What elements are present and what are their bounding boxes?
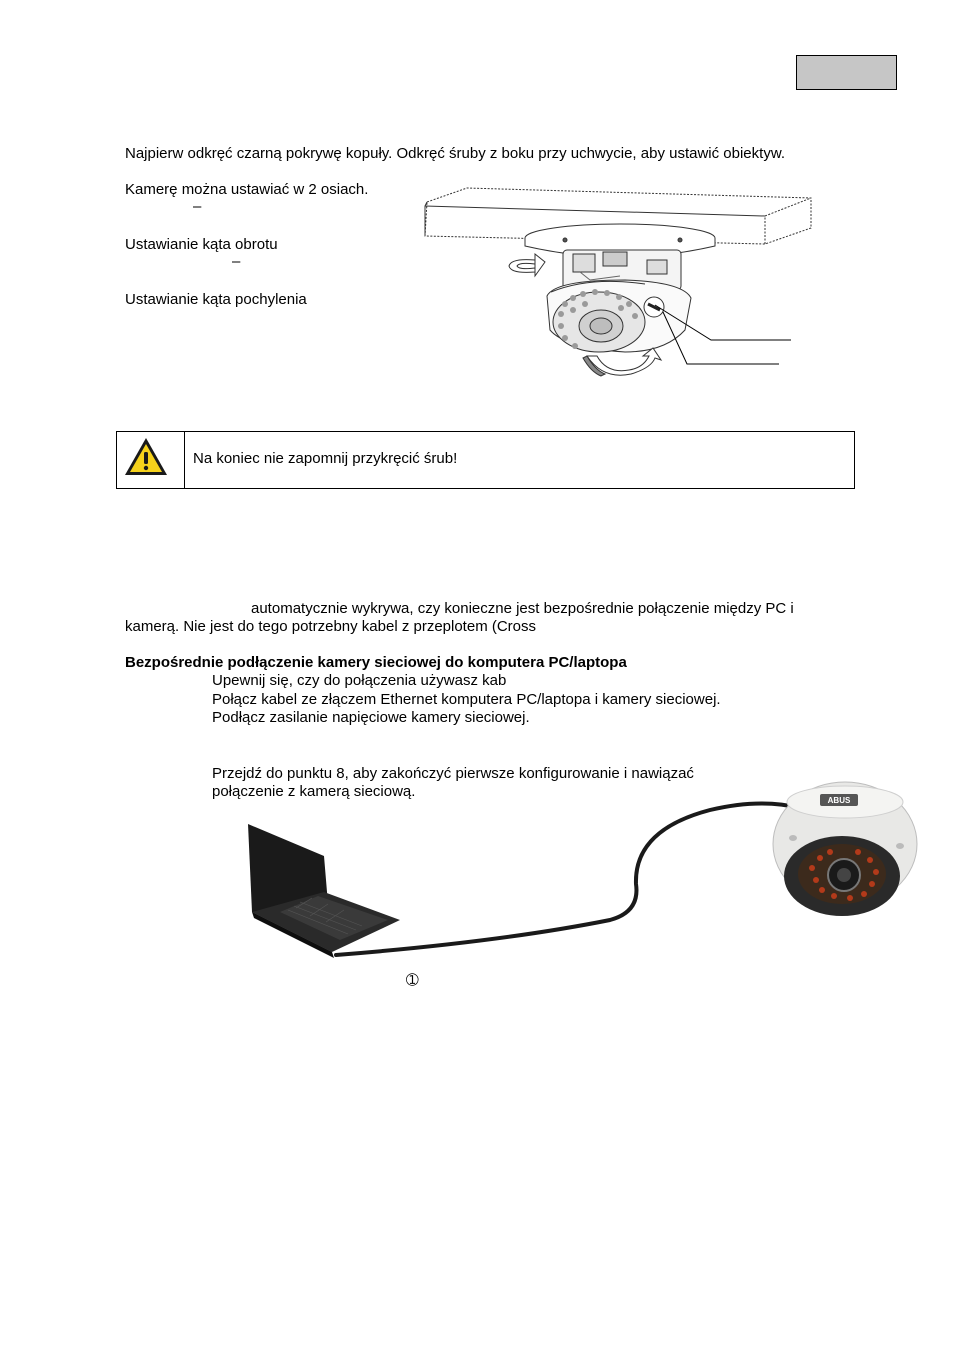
dome-camera-icon (773, 782, 917, 916)
warning-separator (184, 432, 185, 488)
ethernet-cable (336, 803, 800, 955)
dome-body (547, 280, 691, 352)
axes-dash: – (193, 198, 202, 215)
step-2-text: Połącz kabel ze złączem Ethernet komputera PC/laptopa i kamery sieciowej. (212, 691, 721, 708)
direct-connection-heading: Bezpośrednie podłączenie kamery sieciowej do komputera PC/laptopa (125, 654, 627, 671)
connection-illustration (240, 780, 930, 970)
laptop-icon (248, 824, 400, 958)
cross-cable-text: kamerą. Nie jest do tego potrzebny kabel z przeplotem (Cross (125, 618, 537, 635)
intro-text: Najpierw odkręć czarną pokrywę kopuły. Odkręć śruby z boku przy uchwycie, aby ustawić obiektyw. (125, 145, 785, 162)
axes-text: Kamerę można ustawiać w 2 osiach. (125, 181, 369, 198)
step-1-text: Upewnij się, czy do połączenia używasz kab (212, 672, 507, 689)
final-step-text-2: połączenie z kamerą sieciową. (212, 783, 416, 800)
pan-arrow-icon (509, 254, 545, 276)
step-3-text: Podłącz zasilanie napięciowe kamery sieciowej. (212, 709, 530, 726)
cable-marker: ➀ (406, 972, 419, 989)
final-step-text-1: Przejdź do punktu 8, aby zakończyć pierwsze konfigurowanie i nawiązać (212, 765, 694, 782)
warning-box (116, 431, 855, 489)
warning-text: Na koniec nie zapomnij przykręcić śrub! (193, 450, 458, 467)
dome-adjustment-diagram (415, 180, 815, 385)
auto-detect-text: automatycznie wykrywa, czy konieczne jest bezpośrednie połączenie między PC i (251, 600, 794, 617)
pan-label: Ustawianie kąta obrotu (125, 236, 278, 253)
pan-dash: – (232, 253, 241, 270)
language-tab (796, 55, 897, 90)
warning-triangle-icon (123, 435, 169, 477)
camera-brand-label: ABUS (827, 796, 851, 805)
tilt-label: Ustawianie kąta pochylenia (125, 291, 307, 308)
